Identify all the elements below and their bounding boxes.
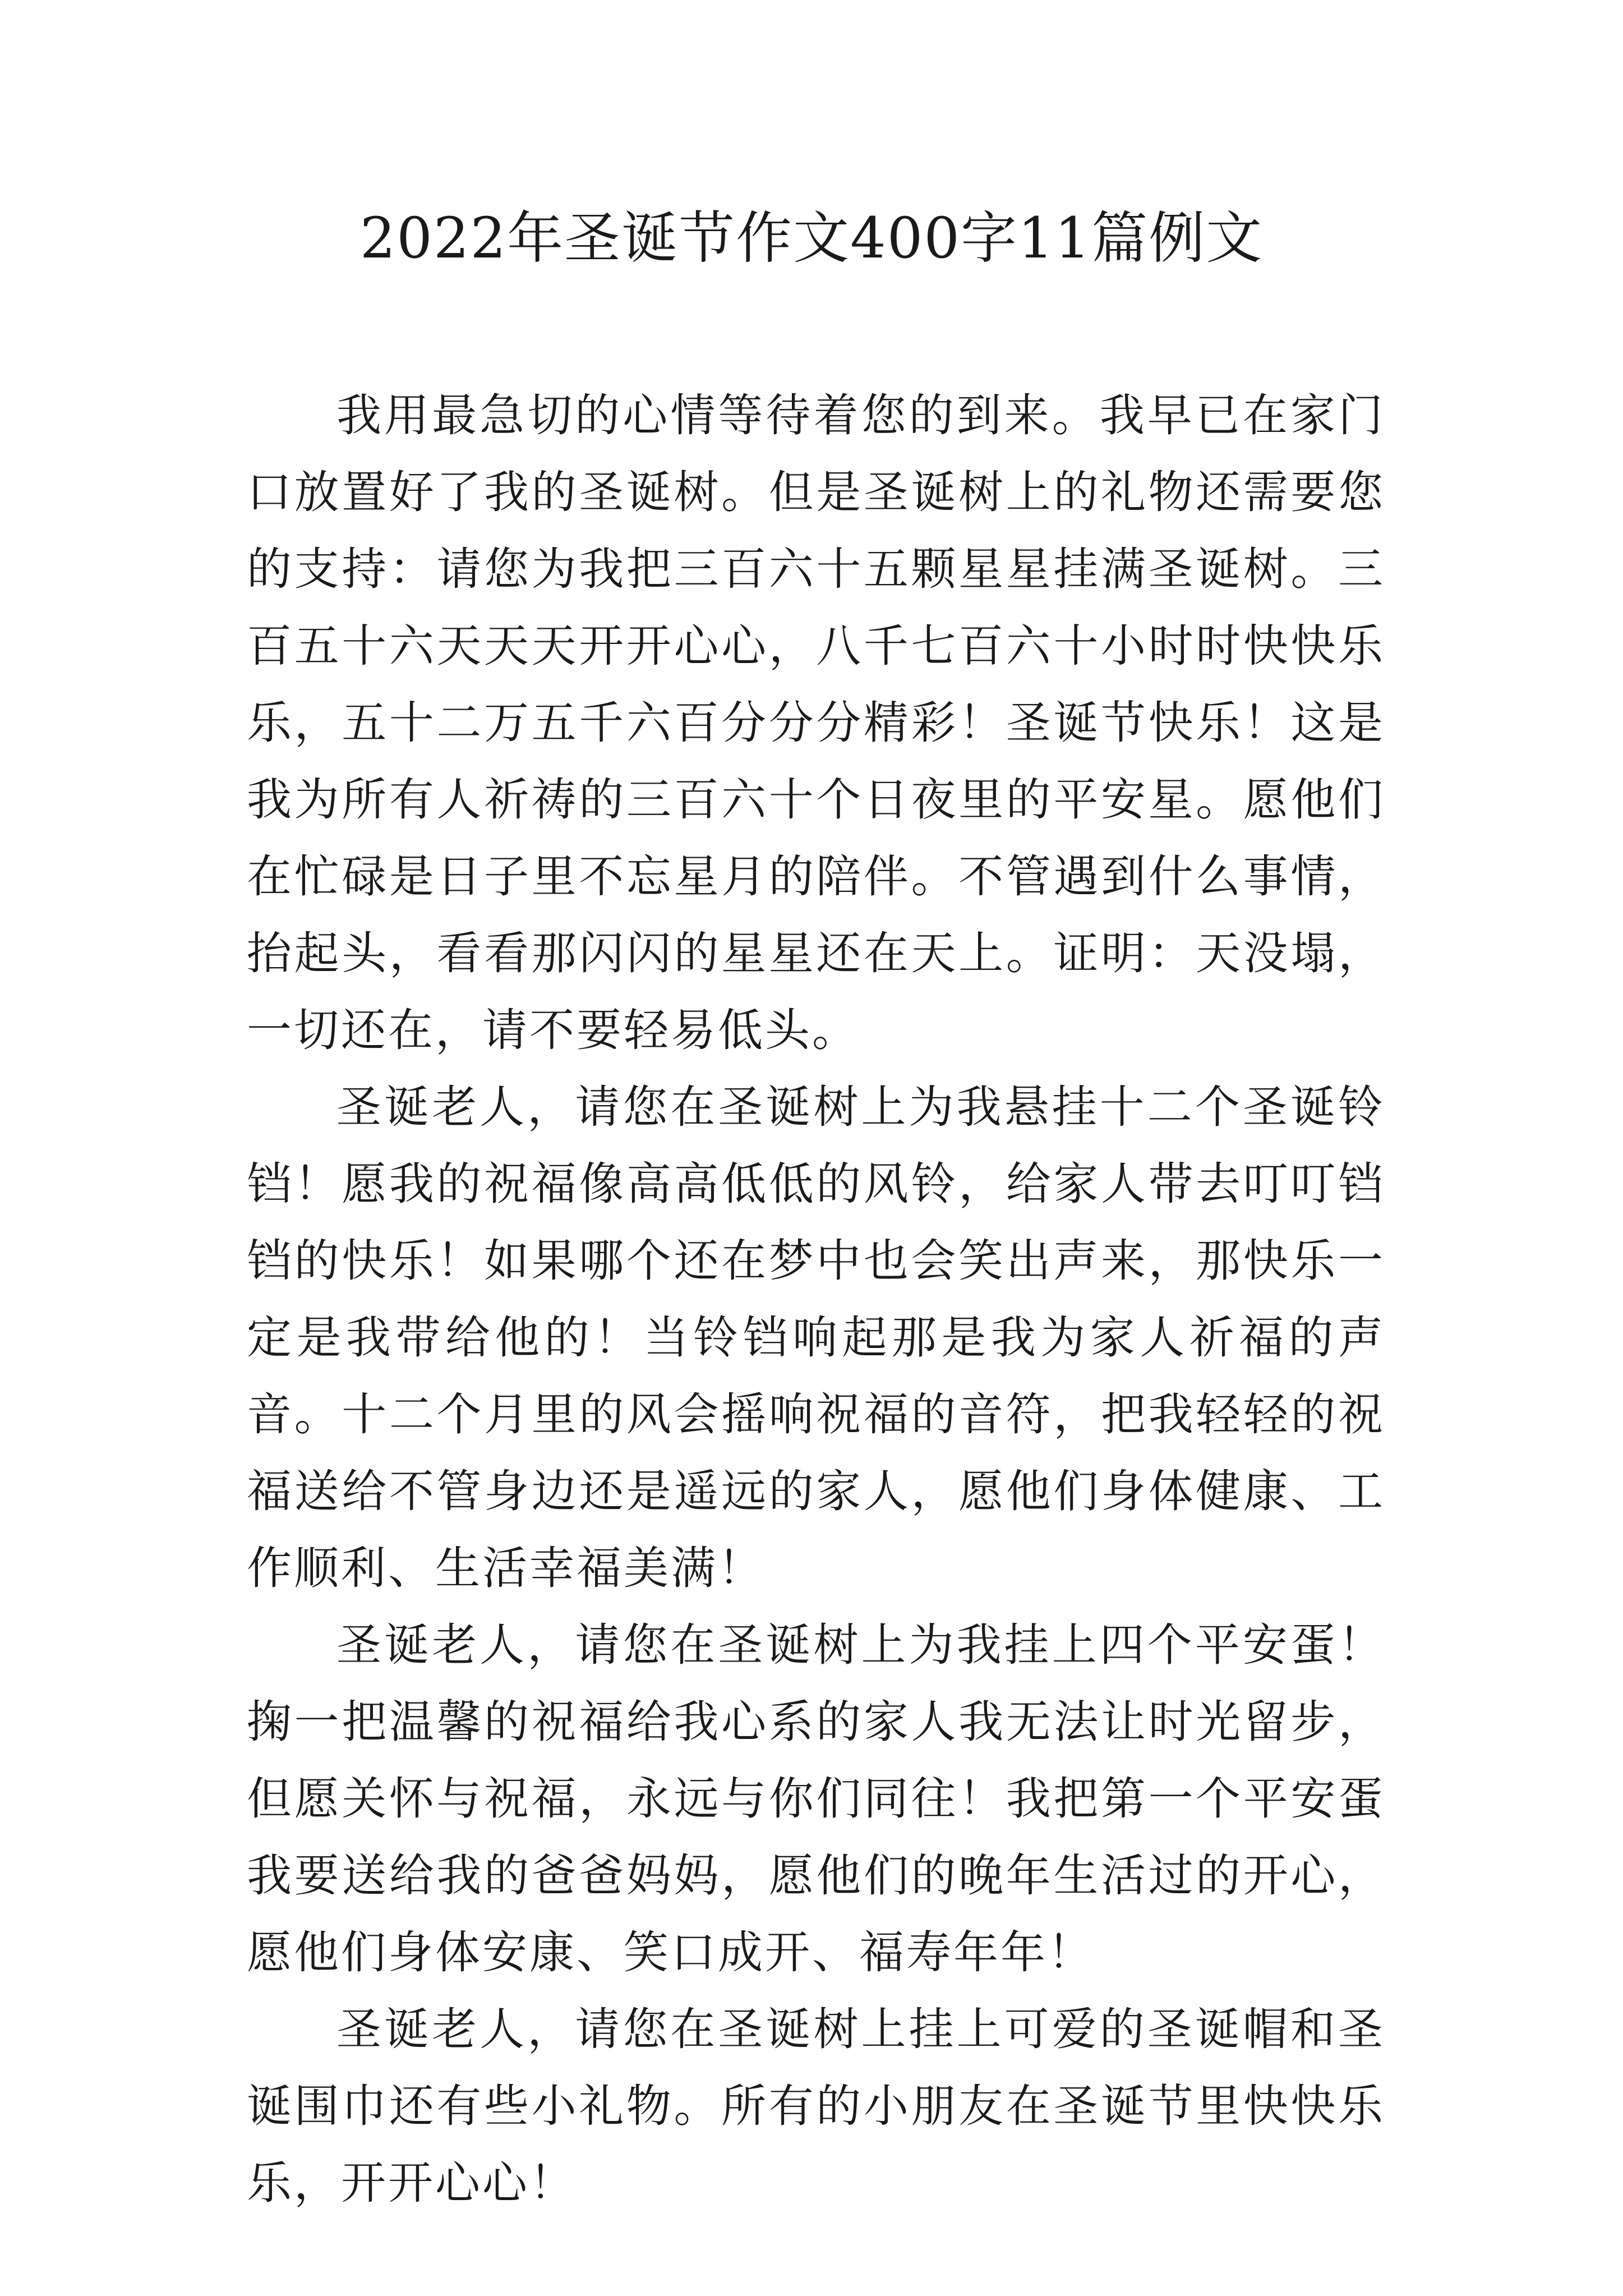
document-title: 2022年圣诞节作文400字11篇例文 [359, 205, 1264, 271]
paragraph-4: 圣诞老人，请您在圣诞树上挂上可爱的圣诞帽和圣诞围巾还有些小礼物。所有的小朋友在圣诞节里快快乐乐，开开心心！ [247, 2003, 1385, 2209]
document-body [247, 377, 1385, 2221]
paragraph-3: 圣诞老人，请您在圣诞树上为我挂上四个平安蛋！掬一把温馨的祝福给我心系的家人我无法让时光留步，但愿关怀与祝福，永远与你们同往！我把第一个平安蛋我要送给我的爸爸妈妈，愿他们的晚年生活过的开心，愿他们身体安康、笑口成开、福寿年年！ [247, 1619, 1385, 1978]
paragraph-2: 圣诞老人，请您在圣诞树上为我悬挂十二个圣诞铃铛！愿我的祝福像高高低低的风铃，给家人带去叮叮铛铛的快乐！如果哪个还在梦中也会笑出声来，那快乐一定是我带给他的！当铃铛响起那是我为家人祈福的声音。十二个月里的风会摇响祝福的音符，把我轻轻的祝福送给不管身边还是遥远的家人，愿他们身体健康、工作顺利、生活幸福美满！ [247, 1081, 1385, 1594]
paragraph-1: 我用最急切的心情等待着您的到来。我早已在家门口放置好了我的圣诞树。但是圣诞树上的礼物还需要您的支持：请您为我把三百六十五颗星星挂满圣诞树。三百五十六天天天开开心心，八千七百六十小时时快快乐乐，五十二万五千六百分分分精彩！圣诞节快乐！这是我为所有人祈祷的三百六十个日夜里的平安星。愿他们在忙碌是日子里不忘星月的陪伴。不管遇到什么事情，抬起头，看看那闪闪的星星还在天上。证明：天没塌，一切还在，请不要轻易低头。 [247, 389, 1385, 1056]
